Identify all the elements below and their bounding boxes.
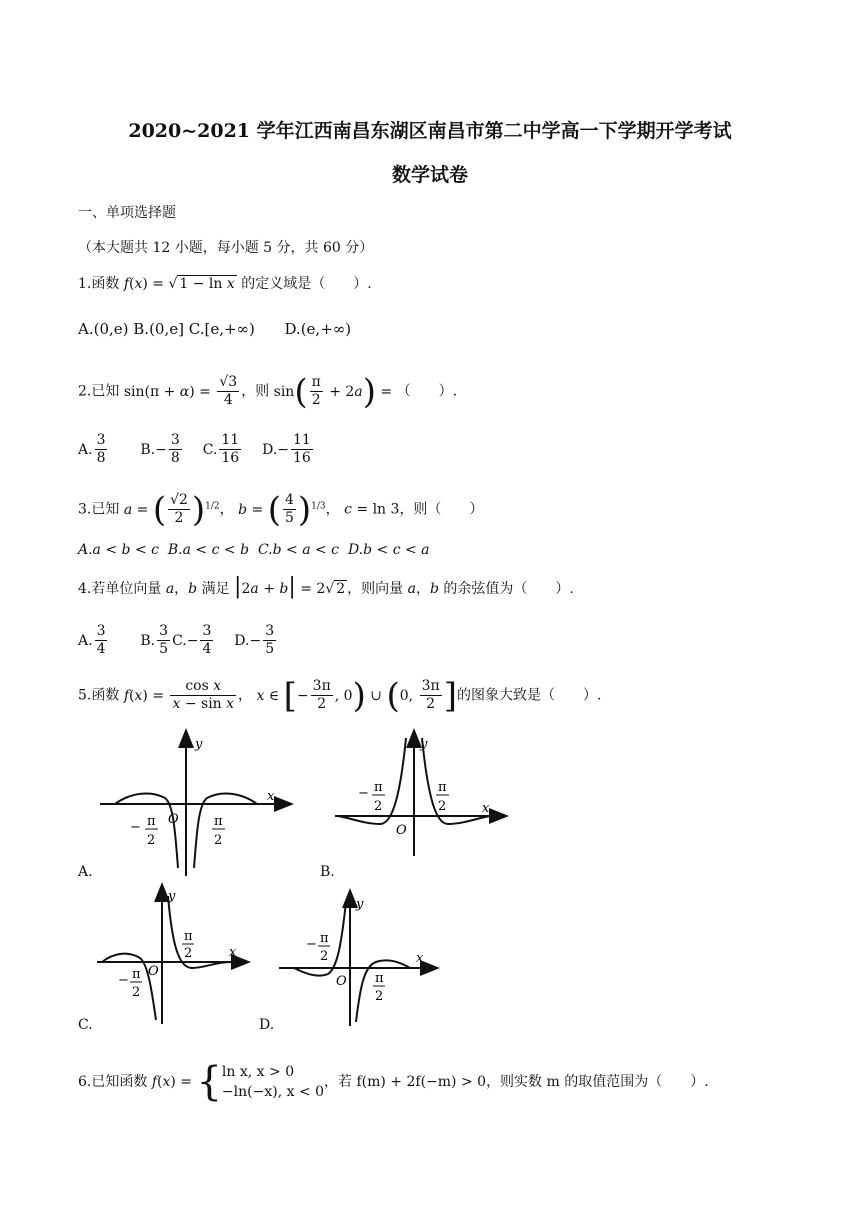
graph-d <box>276 888 441 1028</box>
graph-b-neg-two: 2 <box>374 799 383 814</box>
graph-c-pos-two: 2 <box>184 946 193 961</box>
graph-d-label: D. <box>259 1017 275 1033</box>
graph-b-origin: O <box>396 823 407 838</box>
graph-d-pos-pi: π <box>375 971 384 986</box>
graph-a-pos-two: 2 <box>214 833 223 848</box>
q3-option-a: A.a < b < c <box>78 542 159 558</box>
q3-option-c: C.b < a < c <box>257 542 340 558</box>
q6-suffix: ，则实数 m 的取值范围为（ ）. <box>486 1074 709 1090</box>
q3-suffix: ，则（ ） <box>399 501 484 518</box>
q3-option-b: B.a < c < b <box>167 542 250 558</box>
graph-c <box>92 882 252 1027</box>
q3-options <box>78 540 430 560</box>
q5-formula: f(x) = $\frac{\text{cos x}}{\text{x − sin x}}$ <box>123 678 235 712</box>
graph-b-left-curve <box>338 738 406 824</box>
graph-d-y-label: y <box>356 897 364 912</box>
q6-prefix: 6.已知函数 <box>78 1074 148 1090</box>
graph-c-neg-pi: π <box>132 967 141 982</box>
question-1 <box>78 274 372 294</box>
q4-option-b: B. $\frac{3}{5}$ <box>140 623 169 657</box>
q4-mid: 满足 <box>201 581 230 597</box>
graph-c-origin: O <box>148 964 159 979</box>
q2-option-d: D.− $\frac{11}{16}$ <box>262 432 311 466</box>
graph-c-neg-two: 2 <box>132 985 141 1000</box>
graph-c-pos-pi: π <box>184 929 193 944</box>
q1-option-a: A.(0,e) <box>78 320 129 338</box>
graph-a-neg-pi: π <box>147 814 156 829</box>
q5-prefix: 5.函数 <box>78 687 120 704</box>
q3-c: c = ln 3 <box>344 501 400 518</box>
q1-option-c: C.[e,+∞) <box>188 320 255 338</box>
graph-b-minus: − <box>358 786 369 801</box>
graph-d-neg-pi: π <box>320 931 329 946</box>
graph-b-pos-pi: π <box>438 780 447 795</box>
graph-c-x-label: x <box>229 945 237 960</box>
graph-a-neg-two: 2 <box>147 833 156 848</box>
graph-b-x-label: x <box>482 801 490 816</box>
q2-prefix: 2.已知 <box>78 383 120 400</box>
section-heading: 一、单项选择题 <box>78 205 176 221</box>
graph-b-right-curve <box>422 738 490 824</box>
graph-d-minus: − <box>306 937 317 952</box>
q5-domain: x ∈ [− $\frac{3\pi}{2}$ , 0) ∪ (0, $\frac{3\pi}{2}$ ] <box>256 675 457 716</box>
q6-piece-2: −ln(−x), x < 0 <box>221 1084 325 1100</box>
q4-condition: |2a + b| = 2√ 2 <box>234 574 346 599</box>
graph-d-neg-two: 2 <box>320 949 329 964</box>
q3-b: b = ( $\frac{4}{5}$ )$^{1/3}$ <box>238 489 326 530</box>
q1-formula: f(x) = √ 1 − ln x <box>123 276 235 292</box>
graph-b <box>330 728 510 858</box>
graph-c-right-curve <box>168 896 230 968</box>
q5-suffix: 的图象大致是（ ）. <box>456 687 602 704</box>
q6-condition: ，若 f(m) + 2f(−m) > 0 <box>324 1074 487 1090</box>
q4-suffix: 的余弦值为（ ）. <box>443 581 574 597</box>
graph-d-pos-two: 2 <box>375 989 384 1004</box>
q3-option-d: D.b < c < a <box>347 542 430 558</box>
question-2 <box>78 371 458 412</box>
graph-a-pos-pi: π <box>214 814 223 829</box>
graph-b-y-label: y <box>420 737 428 752</box>
q1-options <box>78 319 351 339</box>
graph-d-origin: O <box>336 974 347 989</box>
q4-mid2: ，则向量 <box>347 581 404 597</box>
graph-c-minus: − <box>118 973 129 988</box>
q4-option-a: A. $\frac{3}{4}$ <box>78 623 106 657</box>
q2-option-b: B.− $\frac{3}{8}$ <box>140 432 180 466</box>
q2-given: sin(π + α) = $\frac{√3}{4}$ <box>123 374 238 408</box>
q3-prefix: 3.已知 <box>78 501 120 518</box>
graph-a-origin: O <box>168 812 179 827</box>
q1-suffix: 的定义域是（ ）. <box>241 276 372 292</box>
q4-option-d: D.− $\frac{3}{5}$ <box>234 623 275 657</box>
graph-b-pos-two: 2 <box>438 799 447 814</box>
exam-title: 2020~2021 学年江西南昌东湖区南昌市第二中学高一下学期开学考试 <box>128 120 732 142</box>
graph-c-label: C. <box>78 1017 93 1033</box>
question-6 <box>78 1059 709 1105</box>
graph-a-y-label: y <box>195 737 203 752</box>
question-4: 4.若单位向量 a，b 满足 |2a + b| = 2√ 2 ，则向量 a，b 的余弦值为（ ）. <box>78 574 574 599</box>
graph-a <box>95 728 295 878</box>
q2-option-c: C. $\frac{11}{16}$ <box>202 432 240 466</box>
graph-c-y-label: y <box>168 889 176 904</box>
q1-option-b: B.(0,e] <box>133 320 184 338</box>
q2-suffix: （ ）. <box>396 383 458 400</box>
graph-b-label: B. <box>320 864 335 880</box>
q4-options <box>78 623 278 658</box>
q6-piece-1: ln x, x > 0 <box>221 1064 295 1080</box>
q2-mid: ，则 <box>241 383 270 400</box>
graph-b-neg-pi: π <box>374 780 383 795</box>
q2-ask: sin( $\frac{\pi}{2}$ + 2a) = <box>273 371 393 412</box>
exam-subtitle: 数学试卷 <box>391 164 468 186</box>
q3-a: a = ( $\frac{√2}{2}$ )$^{1/2}$ <box>123 489 220 530</box>
section-note: （本大题共 12 小题，每小题 5 分，共 60 分） <box>78 240 374 256</box>
q6-function: f(x) = {ln x, x > 0 −ln(−x), x < 0 <box>151 1059 325 1105</box>
graph-a-minus: − <box>130 820 141 835</box>
q4-prefix: 4.若单位向量 <box>78 581 162 597</box>
q2-option-a: A. $\frac{3}{8}$ <box>78 432 106 466</box>
q1-prefix: 1.函数 <box>78 276 120 292</box>
q2-options <box>78 432 315 467</box>
q1-option-d: D.(e,+∞) <box>284 320 352 338</box>
graph-a-x-label: x <box>267 789 275 804</box>
graph-d-x-label: x <box>416 951 424 966</box>
question-3: 3.已知 a = ( $\frac{√2}{2}$ )$^{1/2}$， b = ( $\frac{4}{5}$ )$^{1/3}$， c = ln 3，则（ ） <box>78 489 484 530</box>
q4-option-c: C.− $\frac{3}{4}$ <box>172 623 212 657</box>
graph-a-label: A. <box>78 864 93 880</box>
question-5: 5.函数 f(x) = $\frac{\text{cos x}}{\text{x − sin x}}$ ， x ∈ [− $\frac{3\pi}{2}$ , 0) ∪ (0, $\frac{3\pi}{2}$ ]的图象大致是（ ）. <box>78 675 602 716</box>
